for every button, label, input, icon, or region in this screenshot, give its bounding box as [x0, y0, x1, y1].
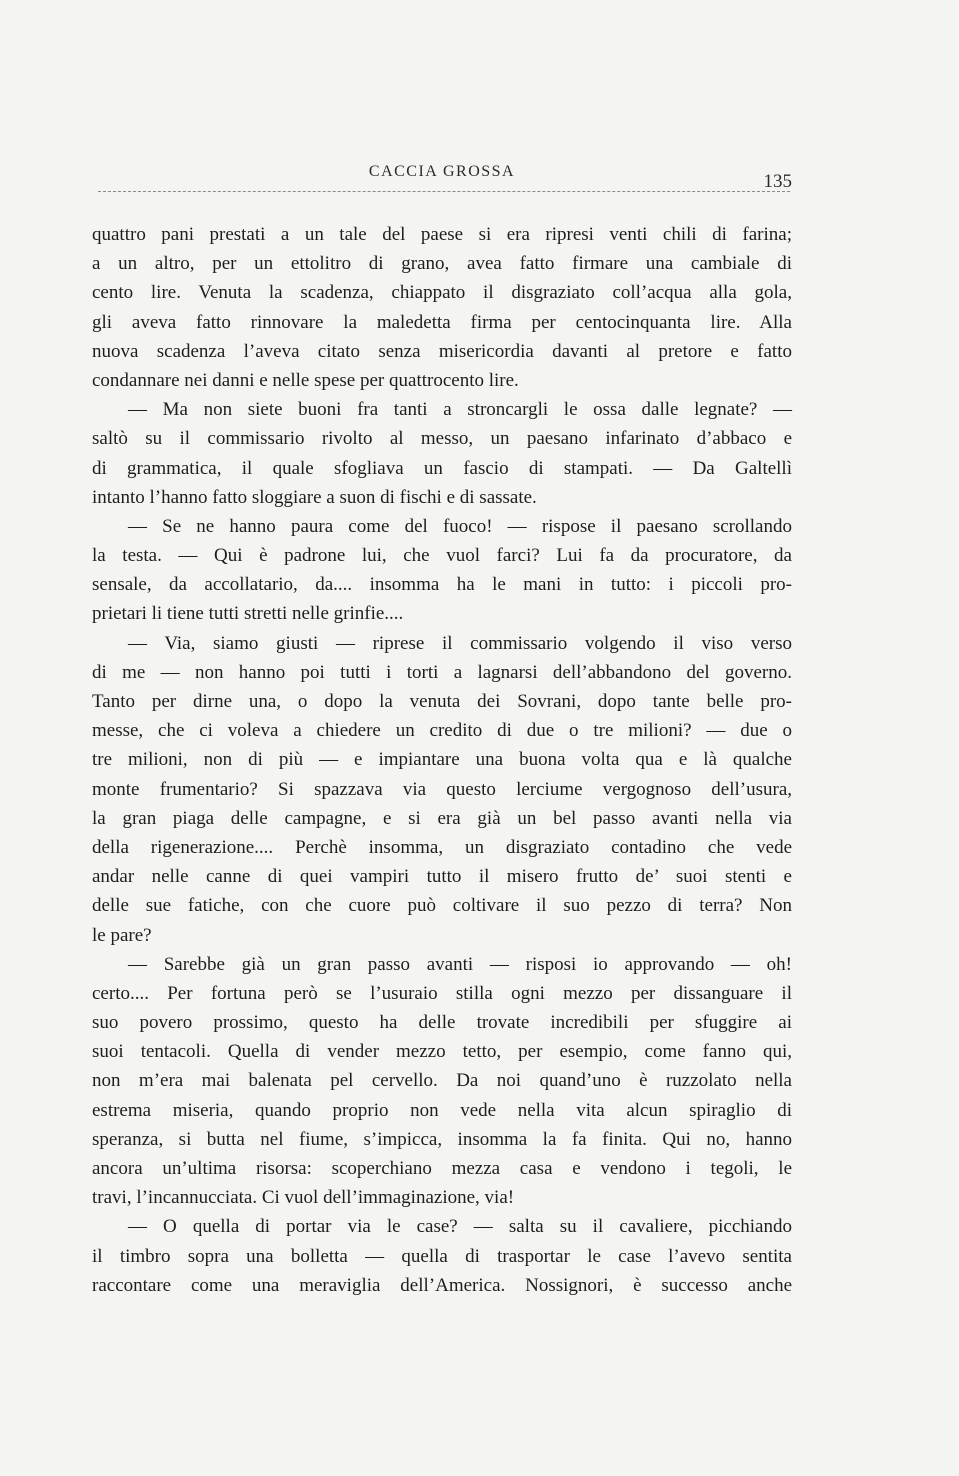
text-line: — Sarebbe già un gran passo avanti — risposi io approvando — oh! [128, 953, 792, 975]
text-line: Tanto per dirne una, o dopo la venuta dei Sovrani, dopo tante belle pro- [92, 691, 792, 712]
page-number: 135 [763, 171, 792, 192]
text-line: suoi tentacoli. Quella di vender mezzo tetto, per esempio, come fanno qui, [92, 1041, 792, 1063]
text-line: — Via, siamo giusti — riprese il commissario volgendo il viso verso [128, 632, 792, 654]
text-line: prietari li tiene tutti stretti nelle grinfie.... [92, 603, 404, 625]
text-line: — Ma non siete buoni fra tanti a stroncargli le ossa dalle legnate? — [128, 399, 792, 421]
text-line: condannare nei danni e nelle spese per quattrocento lire. [92, 369, 519, 391]
text-line: raccontare come una meraviglia dell’America. Nossignori, è successo anche [92, 1274, 792, 1296]
text-line: non m’era mai balenata pel cervello. Da noi quand’uno è ruzzolato nella [92, 1070, 792, 1092]
header-rule [98, 191, 790, 192]
running-title: CACCIA GROSSA [368, 163, 516, 180]
text-line: di me — non hanno poi tutti i torti a lagnarsi dell’abbandono del governo. [92, 661, 792, 683]
text-line: messe, che ci voleva a chiedere un credito di due o tre milioni? — due o [92, 720, 792, 742]
text-line: cento lire. Venuta la scadenza, chiappato il disgraziato coll’acqua alla gola, [92, 282, 792, 304]
text-line: — Se ne hanno paura come del fuoco! — rispose il paesano scrollando [128, 515, 792, 537]
text-line: di grammatica, il quale sfogliava un fascio di stampati. — Da Galtellì [92, 457, 792, 479]
text-line: nuova scadenza l’aveva citato senza misericordia davanti al pretore e fatto [92, 340, 792, 362]
text-line: travi, l’incannucciata. Ci vuol dell’immaginazione, via! [92, 1187, 515, 1209]
body-text [92, 220, 792, 1300]
text-line: sensale, da accollatario, da.... insomma ha le mani in tutto: i piccoli pro- [92, 574, 792, 596]
text-line: ancora un’ultima risorsa: scoperchiano mezza casa e vendono i tegoli, le [92, 1158, 792, 1179]
text-line: suo povero prossimo, questo ha delle trovate incredibili per sfuggire ai [92, 1012, 792, 1034]
text-line: il timbro sopra una bolletta — quella di trasportar le case l’avevo sentita [92, 1245, 792, 1267]
text-line: tre milioni, non di più — e impiantare una buona volta qua e là qualche [92, 749, 792, 771]
text-line: andar nelle canne di quei vampiri tutto il misero frutto de’ suoi stenti e [92, 866, 792, 888]
text-line: della rigenerazione.... Perchè insomma, un disgraziato contadino che vede [92, 836, 792, 858]
text-line: certo.... Per fortuna però se l’usuraio stilla ogni mezzo per dissanguare il [92, 982, 792, 1004]
text-line: la testa. — Qui è padrone lui, che vuol farci? Lui fa da procuratore, da [92, 545, 792, 567]
text-line: — O quella di portar via le case? — salta su il cavaliere, picchiando [128, 1216, 792, 1238]
text-line: gli aveva fatto rinnovare la maledetta firma per centocinquanta lire. Alla [92, 311, 792, 333]
text-line: speranza, si butta nel fiume, s’impicca, insomma la fa finita. Qui no, hanno [92, 1128, 792, 1150]
text-line: estrema miseria, quando proprio non vede nella vita alcun spiraglio di [92, 1099, 792, 1121]
text-line: la gran piaga delle campagne, e si era già un bel passo avanti nella via [92, 807, 792, 829]
text-line: intanto l’hanno fatto sloggiare a suon di fischi e di sassate. [92, 486, 537, 508]
text-line: le pare? [92, 924, 152, 946]
page-header [92, 163, 792, 193]
text-line: quattro pani prestati a un tale del paese si era ripresi venti chili di farina; [92, 224, 792, 245]
text-line: a un altro, per un ettolitro di grano, avea fatto firmare una cambiale di [92, 253, 792, 275]
text-line: saltò su il commissario rivolto al messo, un paesano infarinato d’abbaco e [92, 428, 792, 450]
text-line: delle sue fatiche, con che cuore può coltivare il suo pezzo di terra? Non [92, 895, 792, 917]
text-line: monte frumentario? Si spazzava via questo lerciume vergognoso dell’usura, [92, 778, 792, 800]
